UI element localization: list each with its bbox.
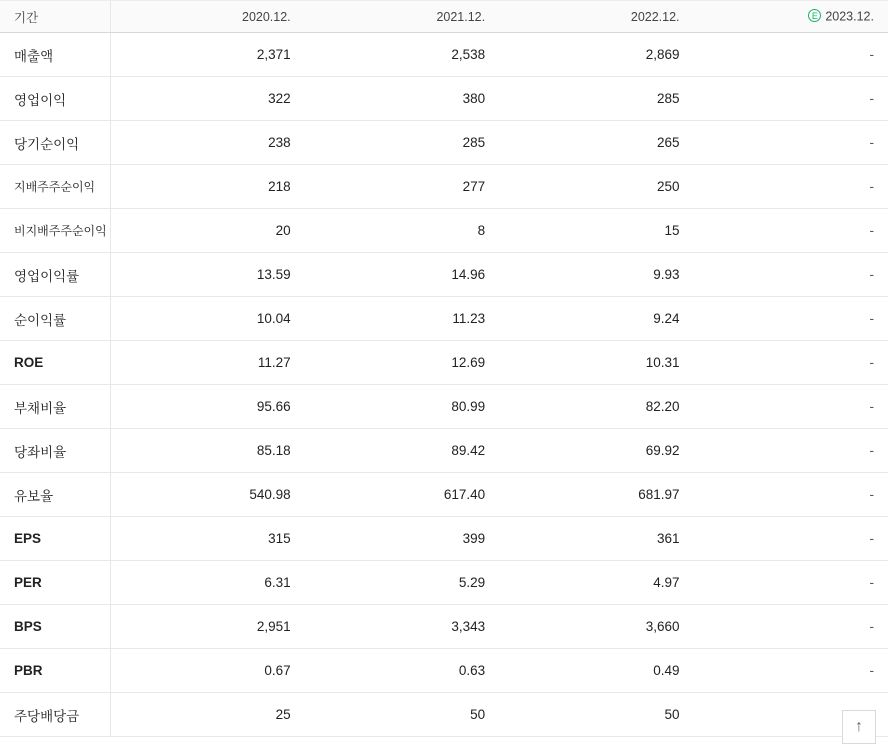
column-header-label: 2023.12. xyxy=(825,9,874,24)
table-cell: 50 xyxy=(305,693,499,737)
row-label: ROE xyxy=(0,341,110,385)
row-label: 유보율 xyxy=(0,473,110,517)
table-cell: 69.92 xyxy=(499,429,693,473)
row-label: 영업이익률 xyxy=(0,253,110,297)
table-cell: 2,538 xyxy=(305,33,499,77)
table-cell: - xyxy=(694,297,888,341)
table-cell: 82.20 xyxy=(499,385,693,429)
estimate-badge-icon: E xyxy=(808,9,821,22)
row-label: 당좌비율 xyxy=(0,429,110,473)
row-label: 영업이익 xyxy=(0,77,110,121)
table-cell: 285 xyxy=(305,121,499,165)
table-cell: 361 xyxy=(499,517,693,561)
table-row xyxy=(0,121,888,165)
table-cell: 89.42 xyxy=(305,429,499,473)
row-label: PER xyxy=(0,561,110,605)
table-cell: - xyxy=(694,385,888,429)
table-cell: - xyxy=(694,209,888,253)
row-label: 지배주주순이익 xyxy=(0,165,110,209)
row-label: EPS xyxy=(0,517,110,561)
table-cell: 399 xyxy=(305,517,499,561)
table-cell: - xyxy=(694,253,888,297)
table-cell: 9.93 xyxy=(499,253,693,297)
row-label: BPS xyxy=(0,605,110,649)
column-header-2021 xyxy=(305,1,499,33)
column-header-2022 xyxy=(499,1,693,33)
table-cell: 80.99 xyxy=(305,385,499,429)
table-cell: - xyxy=(694,605,888,649)
table-cell: - xyxy=(694,473,888,517)
table-cell: 4.97 xyxy=(499,561,693,605)
table-cell: 12.69 xyxy=(305,341,499,385)
table-cell: - xyxy=(694,165,888,209)
table-cell: 95.66 xyxy=(110,385,304,429)
table-cell: - xyxy=(694,429,888,473)
table-cell: 8 xyxy=(305,209,499,253)
table-cell: 540.98 xyxy=(110,473,304,517)
table-cell: 218 xyxy=(110,165,304,209)
table-cell: 0.49 xyxy=(499,649,693,693)
row-label: 당기순이익 xyxy=(0,121,110,165)
table-cell: - xyxy=(694,517,888,561)
row-label: 순이익률 xyxy=(0,297,110,341)
table-cell: 13.59 xyxy=(110,253,304,297)
table-cell: 25 xyxy=(110,693,304,737)
scroll-to-top-button[interactable]: ↑ xyxy=(842,710,876,744)
table-cell: 238 xyxy=(110,121,304,165)
table-cell: - xyxy=(694,33,888,77)
table-cell: 2,951 xyxy=(110,605,304,649)
table-row xyxy=(0,209,888,253)
table-row xyxy=(0,297,888,341)
column-header-label: 2021.12. xyxy=(436,9,486,24)
table-cell: 11.23 xyxy=(305,297,499,341)
table-row xyxy=(0,473,888,517)
table-row xyxy=(0,341,888,385)
column-header-period: 기간 xyxy=(0,1,110,33)
table-cell: 20 xyxy=(110,209,304,253)
row-label: 주당배당금 xyxy=(0,693,110,737)
table-cell: 15 xyxy=(499,209,693,253)
table-cell: - xyxy=(694,341,888,385)
table-cell: - xyxy=(694,77,888,121)
table-row xyxy=(0,165,888,209)
table-cell: 250 xyxy=(499,165,693,209)
table-cell: 9.24 xyxy=(499,297,693,341)
table-cell: 10.31 xyxy=(499,341,693,385)
table-row xyxy=(0,517,888,561)
row-label: 부채비율 xyxy=(0,385,110,429)
table-cell: 3,343 xyxy=(305,605,499,649)
row-label: 비지배주주순이익 xyxy=(0,209,110,253)
table-cell: 0.67 xyxy=(110,649,304,693)
table-cell: 14.96 xyxy=(305,253,499,297)
table-header-row xyxy=(0,1,888,33)
table-body xyxy=(0,33,888,737)
table-cell: 11.27 xyxy=(110,341,304,385)
table-row xyxy=(0,429,888,473)
row-label: PBR xyxy=(0,649,110,693)
table-row xyxy=(0,561,888,605)
table-cell: 3,660 xyxy=(499,605,693,649)
table-cell: 380 xyxy=(305,77,499,121)
table-cell: - xyxy=(694,121,888,165)
table-cell: - xyxy=(694,561,888,605)
table-cell: 285 xyxy=(499,77,693,121)
table-cell: 85.18 xyxy=(110,429,304,473)
column-header-label: 2020.12. xyxy=(242,9,291,24)
table-row xyxy=(0,77,888,121)
table-cell: 2,371 xyxy=(110,33,304,77)
column-header-2023-estimate xyxy=(694,1,888,33)
table-cell: 0.63 xyxy=(305,649,499,693)
table-cell: - xyxy=(694,649,888,693)
table-row xyxy=(0,605,888,649)
table-cell: 50 xyxy=(499,693,693,737)
table-header xyxy=(0,1,888,33)
table-row xyxy=(0,385,888,429)
table-cell: 322 xyxy=(110,77,304,121)
table-cell: 10.04 xyxy=(110,297,304,341)
table-cell: 5.29 xyxy=(305,561,499,605)
column-header-label: 2022.12. xyxy=(630,9,680,24)
table-cell: 617.40 xyxy=(305,473,499,517)
table-cell: 6.31 xyxy=(110,561,304,605)
table-cell: 315 xyxy=(110,517,304,561)
table-cell: 2,869 xyxy=(499,33,693,77)
table-row xyxy=(0,693,888,737)
row-label: 매출액 xyxy=(0,33,110,77)
table-row xyxy=(0,649,888,693)
table-cell: 277 xyxy=(305,165,499,209)
table-cell: 681.97 xyxy=(499,473,693,517)
table-row xyxy=(0,253,888,297)
table-row xyxy=(0,33,888,77)
column-header-2020 xyxy=(110,1,304,33)
table-cell: 265 xyxy=(499,121,693,165)
